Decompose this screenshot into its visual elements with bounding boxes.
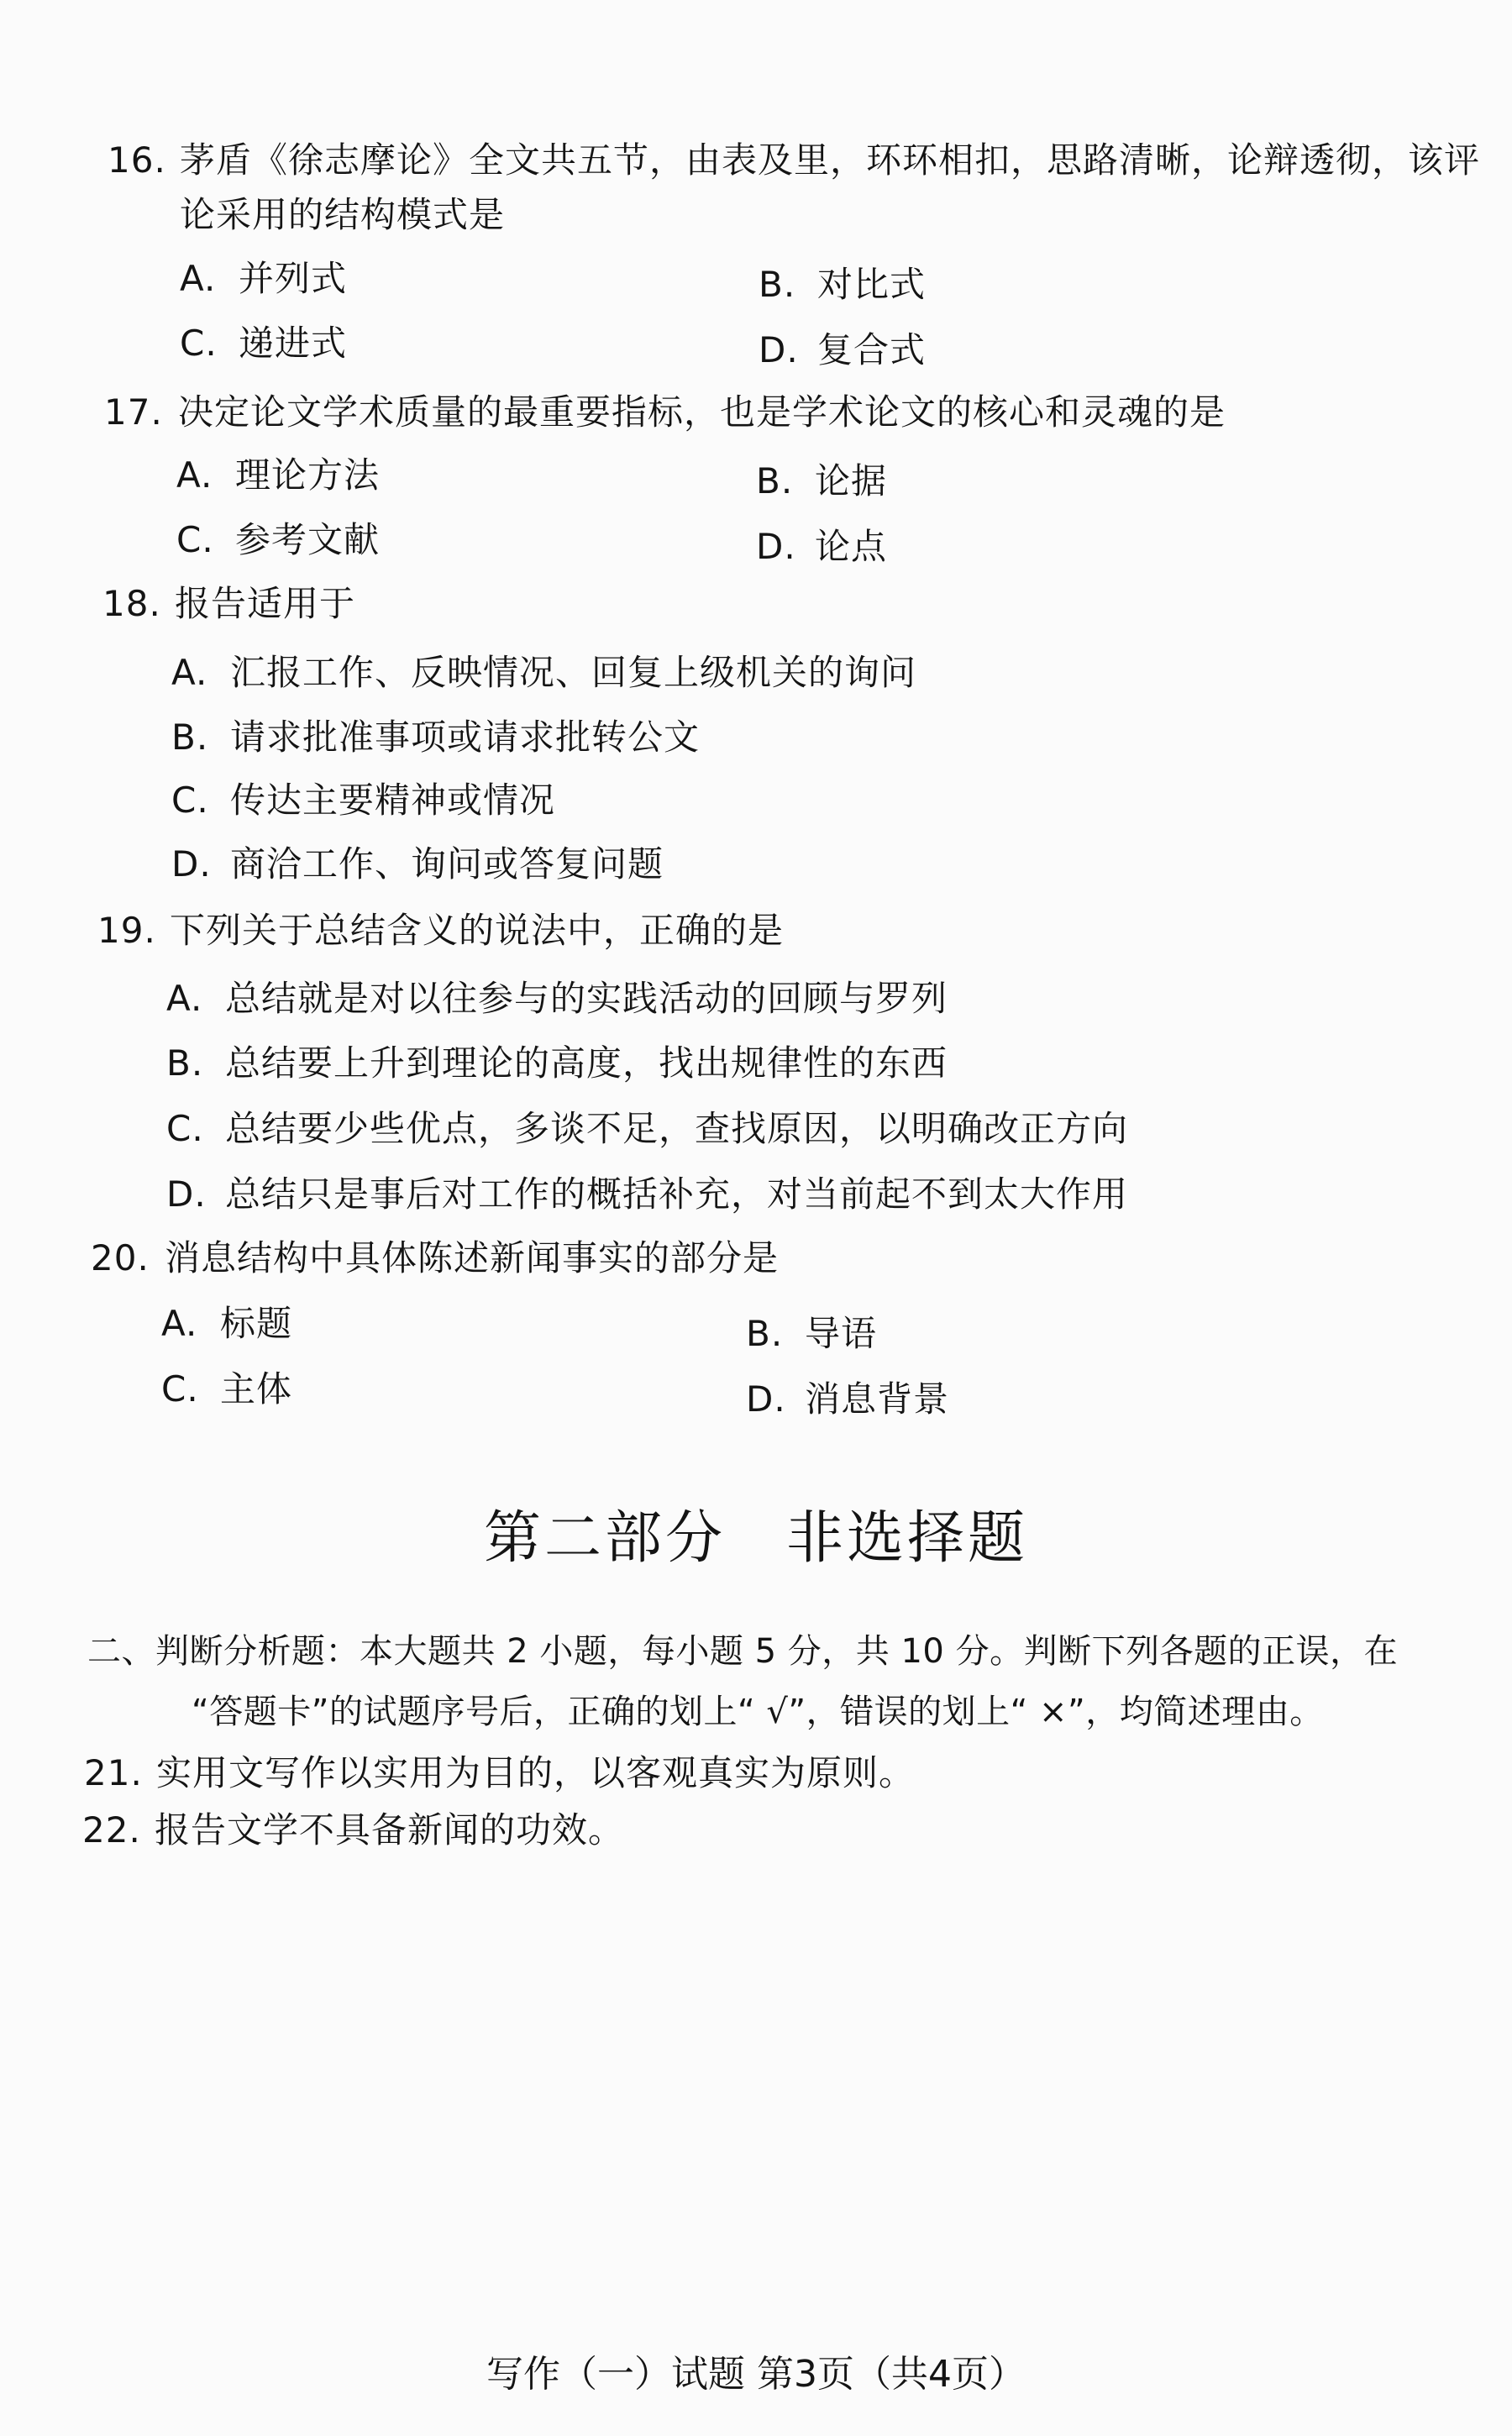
option-text: 标题 <box>220 1303 293 1344</box>
option-letter: A. <box>161 1303 198 1344</box>
option-text: 汇报工作、反映情况、回复上级机关的询问 <box>230 652 917 693</box>
section-instruction: 二、判断分析题：本大题共 2 小题，每小题 5 分，共 10 分。判断下列各题的正误，在 <box>87 1632 1399 1671</box>
section-instruction-cont: “答题卡”的试题序号后，正确的划上“ √”，错误的划上“ ×”，均简述理由。 <box>192 1693 1324 1731</box>
option-17-a <box>176 454 380 497</box>
option-16-c <box>180 322 347 365</box>
option-19-b <box>166 1042 948 1085</box>
question-text: 决定论文学术质量的最重要指标，也是学术论文的核心和灵魂的是 <box>178 391 1226 433</box>
option-text: 主体 <box>220 1368 293 1410</box>
option-text: 商洽工作、询问或答复问题 <box>230 843 664 885</box>
option-text: 并列式 <box>239 258 348 299</box>
option-letter: D. <box>166 1173 207 1215</box>
option-text: 总结要少些优点，多谈不足，查找原因，以明确改正方向 <box>225 1108 1129 1149</box>
option-letter: B. <box>166 1042 204 1084</box>
question-number: 18. <box>102 583 161 624</box>
option-text: 论点 <box>815 526 888 567</box>
option-text: 参考文献 <box>235 519 381 560</box>
option-text: 传达主要精神或情况 <box>230 780 556 821</box>
question-number: 19. <box>97 910 156 951</box>
question-16-stem <box>108 139 1480 182</box>
question-number: 21. <box>84 1752 143 1793</box>
option-letter: B. <box>756 460 794 501</box>
option-letter: D. <box>746 1378 786 1420</box>
option-text: 总结只是事后对工作的概括补充，对当前起不到太大作用 <box>225 1173 1129 1215</box>
option-17-b <box>756 459 887 503</box>
option-17-d <box>756 525 887 569</box>
option-18-a <box>171 651 916 695</box>
option-letter: C. <box>176 519 214 560</box>
question-number: 16. <box>108 139 166 181</box>
question-text: 报告文学不具备新闻的功效。 <box>155 1809 625 1851</box>
question-20-stem <box>91 1236 779 1280</box>
option-18-b <box>171 716 700 759</box>
option-letter: C. <box>180 323 218 364</box>
question-text: 实用文写作以实用为目的，以客观真实为原则。 <box>156 1752 916 1793</box>
option-20-d <box>746 1378 949 1421</box>
option-text: 消息背景 <box>805 1378 950 1420</box>
option-text: 对比式 <box>817 264 927 305</box>
option-16-b <box>759 263 926 307</box>
option-letter: C. <box>161 1368 199 1410</box>
question-22 <box>82 1809 624 1852</box>
page-footer: 写作（一）试题 第3页（共4页） <box>486 2353 1026 2396</box>
question-19-stem <box>97 909 784 953</box>
option-20-a <box>161 1302 292 1346</box>
option-letter: C. <box>166 1108 204 1149</box>
option-19-d <box>166 1173 1128 1216</box>
option-text: 导语 <box>805 1313 878 1354</box>
option-19-a <box>166 977 948 1021</box>
question-text: 消息结构中具体陈述新闻事实的部分是 <box>165 1237 780 1278</box>
option-19-c <box>166 1107 1128 1151</box>
question-text: 下列关于总结含义的说法中，正确的是 <box>170 910 785 951</box>
question-16-stem-cont: 论采用的结构模式是 <box>180 194 506 235</box>
question-21 <box>84 1751 915 1795</box>
option-text: 递进式 <box>239 323 348 364</box>
option-letter: B. <box>746 1313 784 1354</box>
question-number: 20. <box>91 1237 150 1278</box>
option-text: 请求批准事项或请求批转公文 <box>230 717 701 758</box>
option-16-a <box>180 257 347 301</box>
question-number: 17. <box>104 391 163 433</box>
option-text: 总结就是对以往参与的实践活动的回顾与罗列 <box>225 978 948 1019</box>
option-letter: B. <box>171 717 209 758</box>
option-20-c <box>161 1368 292 1411</box>
option-18-d <box>171 843 664 886</box>
option-letter: D. <box>759 329 799 370</box>
option-letter: A. <box>171 652 208 693</box>
option-16-d <box>759 328 926 372</box>
option-text: 总结要上升到理论的高度，找出规律性的东西 <box>225 1042 948 1084</box>
section-title: 第二部分 非选择题 <box>483 1505 1028 1572</box>
question-text: 报告适用于 <box>175 583 356 624</box>
option-letter: A. <box>180 258 217 299</box>
option-20-b <box>746 1312 877 1356</box>
question-text: 茅盾《徐志摩论》全文共五节，由表及里，环环相扣，思路清晰，论辩透彻，该评 <box>180 139 1481 181</box>
option-letter: D. <box>171 843 212 885</box>
option-text: 理论方法 <box>235 454 381 496</box>
option-letter: A. <box>166 978 203 1019</box>
option-letter: C. <box>171 780 209 821</box>
option-letter: D. <box>756 526 796 567</box>
question-17-stem <box>104 391 1226 434</box>
question-number: 22. <box>82 1809 141 1851</box>
option-text: 论据 <box>815 460 888 501</box>
option-text: 复合式 <box>817 329 927 370</box>
option-17-c <box>176 518 380 562</box>
question-18-stem <box>102 582 355 626</box>
option-letter: B. <box>759 264 796 305</box>
option-letter: A. <box>176 454 213 496</box>
option-18-c <box>171 779 555 822</box>
